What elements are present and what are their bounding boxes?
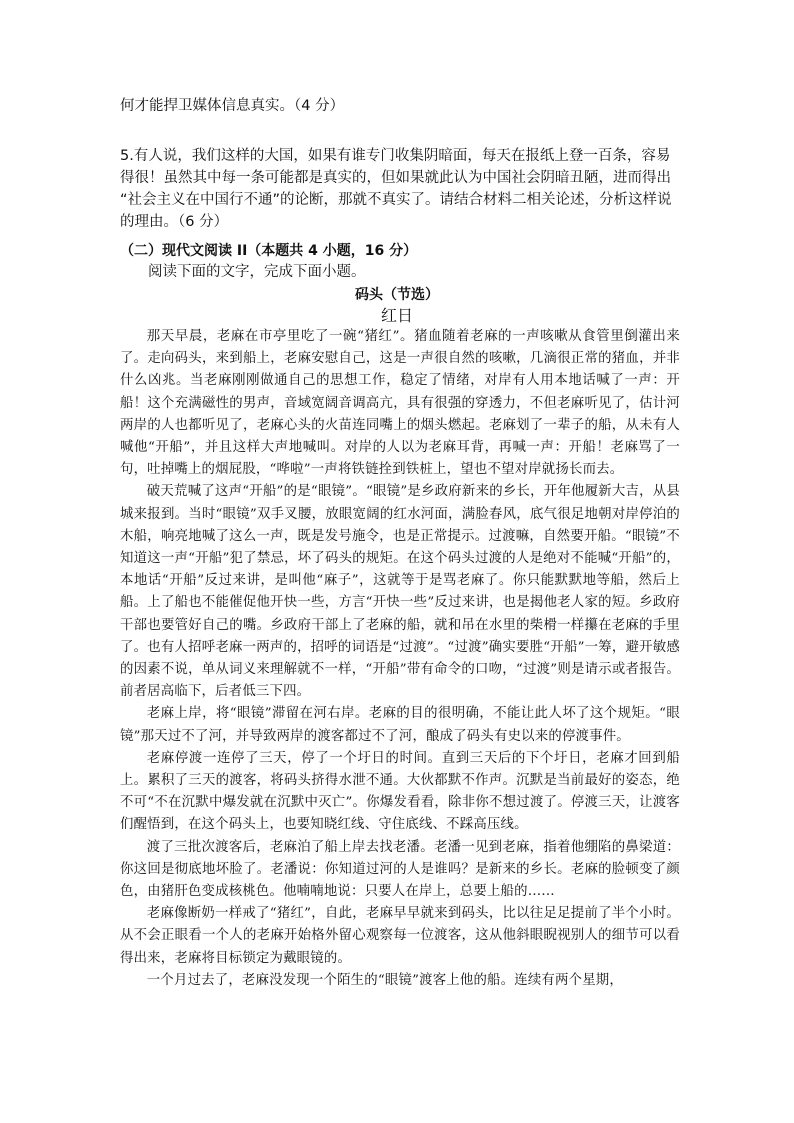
question-5-line-1: 5.有人说，我们这样的大国，如果有谁专门收集阴暗面，每天在报纸上登一百条，容易 [120, 148, 671, 164]
paragraph: 老麻停渡一连停了三天，停了一个圩日的时间。直到三天后的下个圩日，老麻才回到船上。累积了三天的渡客，将码头挤得水泄不通。大伙都默不作声。沉默是当前最好的姿态，绝不可“不在沉默中爆发就在沉默中灭亡”。你爆发看看，除非你不想过渡了。停渡三天，让渡客们醒悟到，在这个码头上，也要知晓红线、守住底线、不踩高压线。 [120, 750, 680, 833]
article-title: 码头（节选） [355, 287, 439, 303]
article-body [120, 326, 680, 992]
question-4-tail: 何才能捍卫媒体信息真实。（4 分） [120, 98, 345, 114]
paragraph: 渡了三批次渡客后，老麻泊了船上岸去找老潘。老潘一见到老麻，指着他绷陷的鼻梁道：你这回是彻底地坏脸了。老潘说：你知道过河的人是谁吗？是新来的乡长。老麻的脸顿变了颜色，由猪肝色变成核桃色。他喃喃地说：只要人在岸上，总要上船的…… [120, 839, 680, 900]
question-5-line-3: “社会主义在中国行不通”的论断，那就不真实了。请结合材料二相关论述，分析这样说 [120, 192, 672, 208]
section-heading: （二）现代文阅读 II（本题共 4 小题，16 分） [120, 243, 418, 259]
section-instruction: 阅读下面的文字，完成下面小题。 [148, 264, 366, 280]
paragraph: 一个月过去了，老麻没发现一个陌生的“眼镜”渡客上他的船。连续有两个星期， [146, 972, 623, 988]
article-author: 红日 [380, 306, 413, 325]
paragraph: 老麻像断奶一样戒了“猪红”，自此，老麻早早就来到码头，比以往足足提前了半个小时。从不会正眼看一个人的老麻开始格外留心观察每一位渡客，这从他斜眼睨视别人的细节可以看得出来，老麻将目标锁定为戴眼镜的。 [120, 906, 680, 966]
question-5-line-2: 得很！虽然其中每一条可能都是真实的，但如果就此认为中国社会阴暗丑陋，进而得出 [120, 170, 671, 186]
paragraph: 那天早晨，老麻在市亭里吃了一碗“猪红”。猪血随着老麻的一声咳嗽从食管里倒灌出来了。走向码头，来到船上，老麻安慰自己，这是一声很自然的咳嗽，几滴很正常的猪血，并非什么凶兆。当老麻刚刚做通自己的思想工作，稳定了情绪，对岸有人用本地话喊了一声：开船！这个充满磁性的男声，音域宽阔音调高亢，具有很强的穿透力，不但老麻听见了，估计河两岸的人也都听见了，老麻心头的火苗连同嘴上的烟头燃起。老麻划了一辈子的船，从未有人喊他“开船”，并且这样大声地喊叫。对岸的人以为老麻耳背，再喊一声：开船！老麻骂了一句，吐掉嘴上的烟屁股，“哗啦”一声将铁链拴到铁桩上，望也不望对岸就扬长而去。 [120, 329, 680, 478]
question-5-line-4: 的理由。（6 分） [120, 214, 229, 230]
paragraph: 老麻上岸，将“眼镜”滞留在河右岸。老麻的目的很明确，不能让此人坏了这个规矩。“眼镜”那天过不了河，并导致两岸的渡客都过不了河，酿成了码头有史以来的停渡事件。 [120, 706, 680, 744]
paragraph: 破天荒喊了这声“开船”的是“眼镜”。“眼镜”是乡政府新来的乡长，开年他履新大吉，从县城来报到。当时“眼镜”双手叉腰，放眼宽阔的红水河面，满脸春风，底气很足地朝对岸停泊的木船，响亮地喊了这么一声，既是发号施令，也是正常提示。过渡嘛，自然要开船。“眼镜”不知道这一声“开船”犯了禁忌，坏了码头的规矩。在这个码头过渡的人是绝对不能喊“开船”的，本地话“开船”反过来讲，是叫他“麻子”，这就等于是骂老麻了。你只能默默地等船，然后上船。上了船也不能催促他开快一些，方言“开快一些”反过来讲，也是揭他老人家的短。乡政府干部也要管好自己的嘴。乡政府干部上了老麻的船，就和吊在水里的柴榾一样攥在老麻的手里了。也有人招呼老麻一两声的，招呼的词语是“过渡”。“过渡”确实要胜“开船”一筹，避开敏感的因素不说，单从词义来理解就不一样，“开船”带有命令的口吻，“过渡”则是请示或者报告。前者居高临下，后者低三下四。 [120, 484, 680, 700]
